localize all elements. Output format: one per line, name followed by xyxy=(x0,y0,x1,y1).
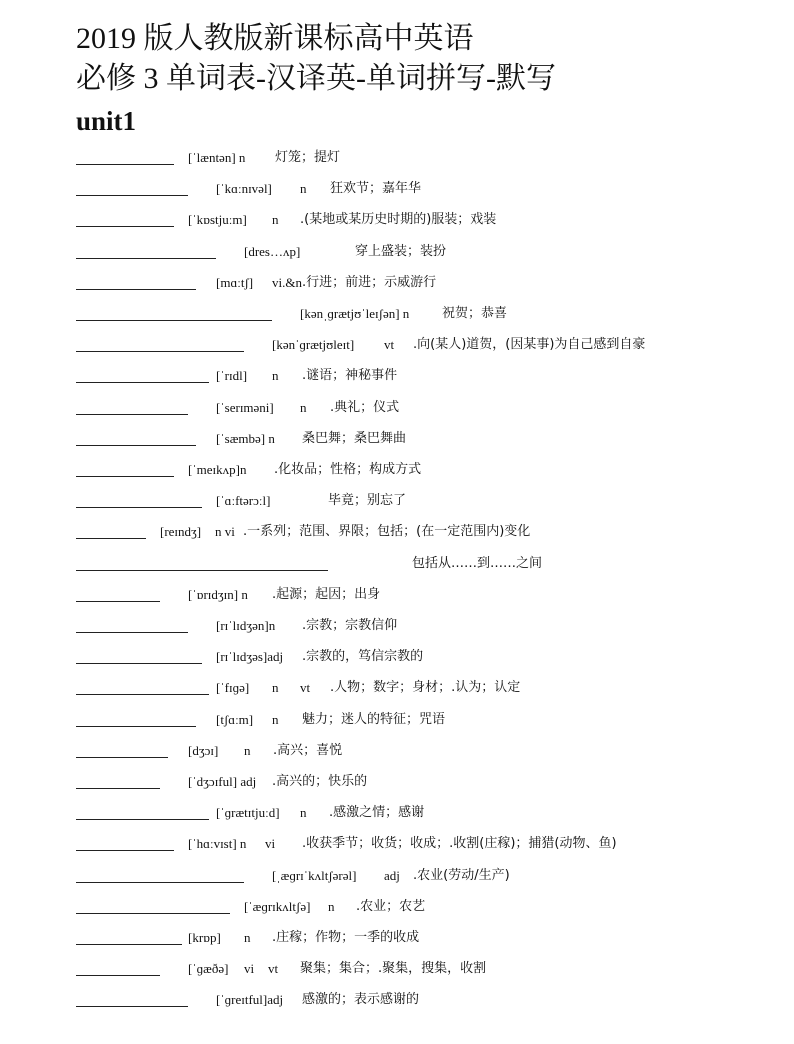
chinese-meaning: .感激之情；感谢 xyxy=(329,805,425,821)
chinese-meaning: .宗教；宗教信仰 xyxy=(302,618,398,633)
phonetic: [ˈfɪɡə] xyxy=(216,680,250,696)
chinese-meaning: 狂欢节；嘉年华 xyxy=(330,181,422,197)
phonetic: [kənˈɡrætjʊleɪt] xyxy=(272,337,355,353)
answer-blank[interactable] xyxy=(76,1006,188,1007)
part-of-speech: n xyxy=(300,181,307,197)
phonetic: [dʒɔɪ] xyxy=(188,742,219,758)
phonetic: [ˈsæmbə] n xyxy=(216,430,275,446)
answer-blank[interactable] xyxy=(76,788,160,789)
part-of-speech: n xyxy=(244,742,251,758)
phonetic: [ˈɑːftərɔːl] xyxy=(216,493,271,509)
answer-blank[interactable] xyxy=(76,570,328,571)
phonetic: [ˈæɡrɪkʌltʃə] xyxy=(244,898,311,914)
chinese-meaning: 桑巴舞；桑巴舞曲 xyxy=(302,430,407,446)
answer-blank[interactable] xyxy=(76,726,196,727)
vocab-row xyxy=(0,148,794,168)
phonetic: [tʃɑːm] xyxy=(216,711,254,727)
phonetic: [ˈdʒɔɪful] adj xyxy=(188,774,257,789)
phonetic: [ˈɒrɪdʒɪn] n xyxy=(188,586,248,602)
part-of-speech: n xyxy=(300,805,307,821)
answer-blank[interactable] xyxy=(76,164,174,165)
vocab-row xyxy=(0,772,794,792)
answer-blank[interactable] xyxy=(76,819,209,820)
vocab-row xyxy=(0,491,794,511)
vocab-row xyxy=(0,678,794,698)
vocab-row xyxy=(0,304,794,324)
vocab-row xyxy=(0,554,794,574)
chinese-meaning: .农业；农艺 xyxy=(356,898,426,914)
chinese-meaning: .谜语；神秘事件 xyxy=(302,368,398,384)
vocab-row xyxy=(0,242,794,262)
phonetic: [rɪˈlɪdʒən]n xyxy=(216,618,276,633)
vocab-row xyxy=(0,803,794,823)
vocab-row xyxy=(0,710,794,730)
phonetic: [krɒp] xyxy=(188,930,221,945)
answer-blank[interactable] xyxy=(76,507,202,508)
chinese-meaning: .高兴；喜悦 xyxy=(273,742,343,758)
vocab-row xyxy=(0,273,794,293)
chinese-meaning: .人物；数字；身材；.认为；认定 xyxy=(330,680,521,696)
unit-heading: unit1 xyxy=(76,106,137,136)
part-of-speech: n xyxy=(328,898,335,914)
vocab-row xyxy=(0,522,794,542)
answer-blank[interactable] xyxy=(76,476,174,477)
part-of-speech: vi xyxy=(265,836,276,852)
chinese-meaning: .高兴的；快乐的 xyxy=(272,774,368,789)
part-of-speech: n vi xyxy=(215,524,235,540)
phonetic: [reɪndʒ] xyxy=(160,524,202,540)
phonetic: [ˈkɒstjuːm] xyxy=(188,212,247,228)
answer-blank[interactable] xyxy=(76,538,146,539)
vocab-row xyxy=(0,585,794,605)
part-of-speech: vt xyxy=(384,337,395,353)
page-title-line-1: 2019 版人教版新课标高中英语 xyxy=(76,22,474,55)
chinese-meaning: 聚集；集合；.聚集，搜集，收割 xyxy=(300,961,487,977)
answer-blank[interactable] xyxy=(76,258,216,259)
page-title-line-2: 必修 3 单词表-汉译英-单词拼写-默写 xyxy=(76,62,556,95)
chinese-meaning: .起源；起因；出身 xyxy=(272,586,381,602)
chinese-meaning: .收获季节；收货；收成；.收割(庄稼)；捕猎(动物、鱼) xyxy=(302,836,617,852)
phonetic: [ˈkɑːnɪvəl] xyxy=(216,181,272,197)
phonetic: [rɪˈlɪdʒəs]adj xyxy=(216,649,284,665)
chinese-meaning: 毕竟；别忘了 xyxy=(328,493,407,509)
chinese-meaning: .典礼；仪式 xyxy=(330,399,400,415)
answer-blank[interactable] xyxy=(76,601,160,602)
answer-blank[interactable] xyxy=(76,913,230,914)
part-of-speech: vi xyxy=(244,961,255,977)
part-of-speech: n xyxy=(244,930,251,945)
phonetic: [kənˌɡrætjʊˈleɪʃən] n xyxy=(300,306,410,321)
vocab-row xyxy=(0,398,794,418)
chinese-meaning: .行进；前进；示威游行 xyxy=(302,274,437,290)
phonetic: [ˈɡrætɪtjuːd] xyxy=(216,805,280,821)
answer-blank[interactable] xyxy=(76,757,168,758)
vocab-row xyxy=(0,460,794,480)
vocab-row xyxy=(0,366,794,386)
phonetic: [ˈhɑːvɪst] n xyxy=(188,836,247,852)
vocab-row xyxy=(0,897,794,917)
part-of-speech: adj xyxy=(384,867,400,883)
vocab-row xyxy=(0,741,794,761)
vocab-row xyxy=(0,866,794,886)
chinese-meaning: .一系列；范围、界限；包括；(在一定范围内)变化 xyxy=(243,524,531,540)
chinese-meaning: .农业(劳动/生产) xyxy=(413,867,510,883)
answer-blank[interactable] xyxy=(76,382,209,383)
vocab-row xyxy=(0,990,794,1010)
answer-blank[interactable] xyxy=(76,195,188,196)
answer-blank[interactable] xyxy=(76,445,196,446)
answer-blank[interactable] xyxy=(76,414,188,415)
phonetic: [ˈmeɪkʌp]n xyxy=(188,462,247,477)
chinese-meaning: 祝贺；恭喜 xyxy=(442,306,508,321)
answer-blank[interactable] xyxy=(76,944,182,945)
answer-blank[interactable] xyxy=(76,320,272,321)
part-of-speech: n xyxy=(272,711,279,727)
part-of-speech: vt xyxy=(268,961,279,977)
answer-blank[interactable] xyxy=(76,351,244,352)
answer-blank[interactable] xyxy=(76,632,188,633)
chinese-meaning: 感激的；表示感谢的 xyxy=(302,992,420,1008)
answer-blank[interactable] xyxy=(76,663,202,664)
part-of-speech: vt xyxy=(300,680,311,696)
answer-blank[interactable] xyxy=(76,289,196,290)
vocab-row xyxy=(0,335,794,355)
part-of-speech: n xyxy=(272,680,279,696)
phonetic: [ˈlæntən] n xyxy=(188,150,246,165)
phonetic: [ˈɡreɪtful]adj xyxy=(216,992,284,1008)
vocab-row xyxy=(0,647,794,667)
vocab-row xyxy=(0,959,794,979)
chinese-meaning: .化妆品；性格；构成方式 xyxy=(274,462,422,477)
vocab-row xyxy=(0,210,794,230)
chinese-meaning: 穿上盛装；装扮 xyxy=(355,243,447,259)
phonetic: [mɑːtʃ] xyxy=(216,274,254,290)
chinese-meaning: 灯笼；提灯 xyxy=(275,150,341,165)
answer-blank[interactable] xyxy=(76,850,174,851)
chinese-meaning: 魅力；迷人的特征；咒语 xyxy=(302,711,446,727)
part-of-speech: n xyxy=(300,399,307,415)
chinese-meaning: .宗教的，笃信宗教的 xyxy=(302,649,424,665)
phonetic: [ˌæɡrɪˈkʌltʃərəl] xyxy=(272,867,357,883)
chinese-meaning: .庄稼；作物；一季的收成 xyxy=(272,930,420,945)
phonetic: [dres…ʌp] xyxy=(244,243,301,259)
phonetic: [ˈrɪdl] xyxy=(216,368,248,384)
chinese-meaning: .(某地或某历史时期的)服装；戏装 xyxy=(300,212,497,228)
vocab-row xyxy=(0,616,794,636)
vocab-row xyxy=(0,429,794,449)
part-of-speech: vi.&n xyxy=(272,274,302,290)
answer-blank[interactable] xyxy=(76,882,244,883)
phonetic: [ˈɡæðə] xyxy=(188,961,229,977)
answer-blank[interactable] xyxy=(76,975,160,976)
phonetic: [ˈserɪməni] xyxy=(216,399,274,415)
chinese-meaning: 包括从……到……之间 xyxy=(412,555,543,571)
vocab-row xyxy=(0,834,794,854)
answer-blank[interactable] xyxy=(76,694,209,695)
vocab-row xyxy=(0,179,794,199)
answer-blank[interactable] xyxy=(76,226,174,227)
chinese-meaning: .向(某人)道贺，(因某事)为自己感到自豪 xyxy=(413,337,646,353)
part-of-speech: n xyxy=(272,212,279,228)
vocab-row xyxy=(0,928,794,948)
part-of-speech: n xyxy=(272,368,279,384)
